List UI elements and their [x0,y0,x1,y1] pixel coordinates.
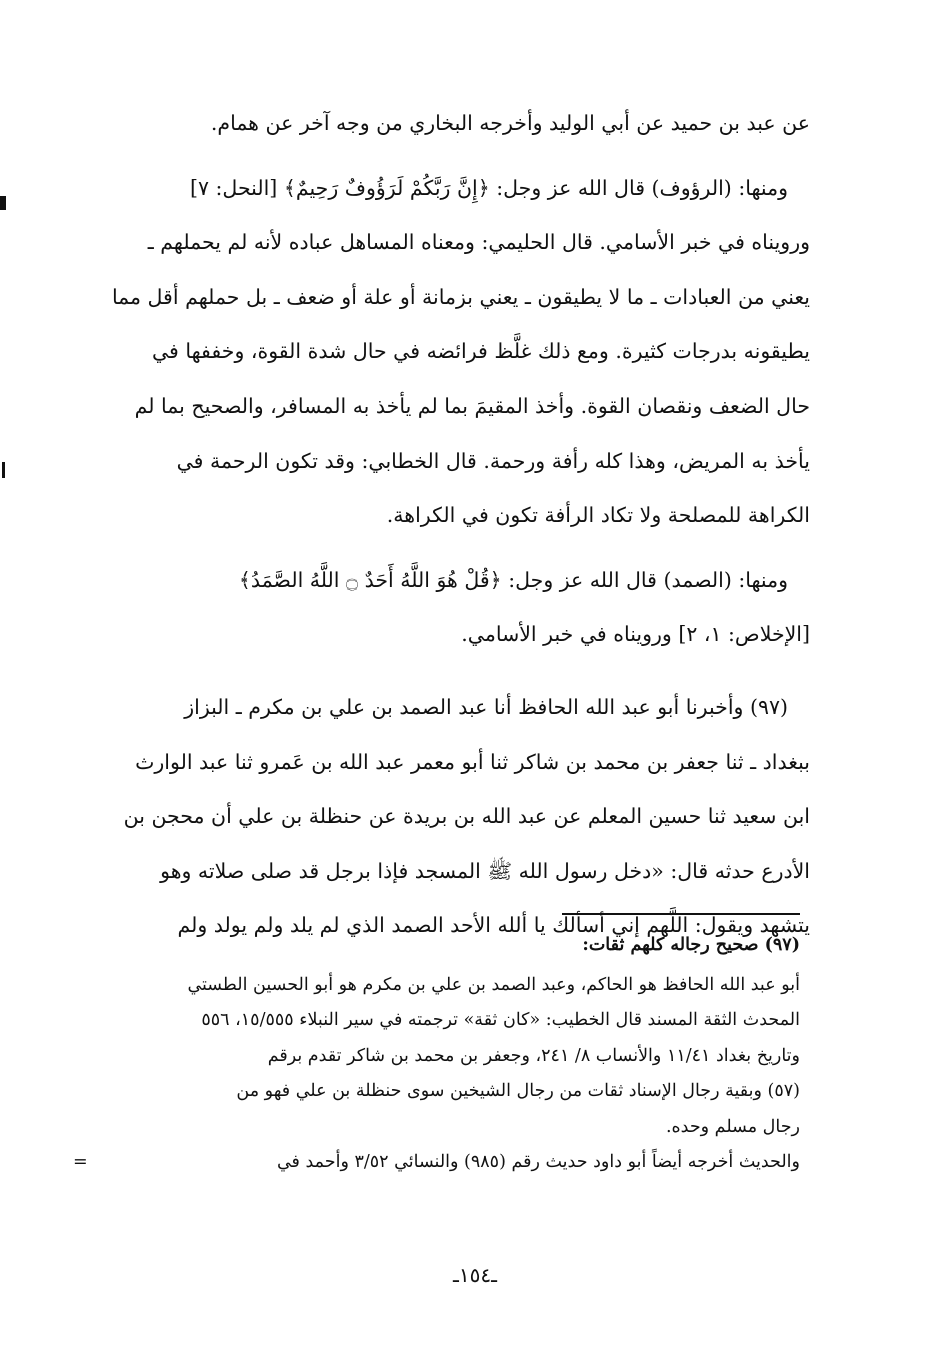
text-line: [الإخلاص: ١، ٢] ورويناه في خبر الأسامي. [461,622,810,647]
footnote-line: وتاريخ بغداد ١١/٤١ والأنساب ٨/ ٢٤١، وجعفر بن محمد بن شاكر تقدم برقم [267,1045,800,1066]
footnote-line: (٥٧) وبقية رجال الإسناد ثقات من رجال الشيخين سوى حنظلة بن علي فهو من [236,1081,800,1101]
footnote-line-text: والحديث أخرجه أيضاً أبو داود حديث رقم (٩٨٥) والنسائي ٣/٥٢ وأحمد في [276,1152,800,1172]
page-number: ـ١٥٤ـ [453,1263,497,1287]
text-line: يطيقونه بدرجات كثيرة. ومع ذلك غلَّظ فرائضه في حال شدة القوة، وخففها في [151,339,810,364]
scan-artifact-mark [0,196,6,210]
footnote-divider [562,913,800,915]
text-line: الكراهة للمصلحة ولا تكاد الرأفة تكون في الكراهة. [386,503,810,528]
footnote-line: المحدث الثقة المسند قال الخطيب: «كان ثقة» ترجمته في سير النبلاء ١٥/٥٥٥، ٥٥٦ [201,1010,800,1030]
scan-artifact-mark [2,462,5,478]
footnote-line: رجال مسلم وحده. [665,1116,800,1137]
hadith-line: ابن سعيد ثنا حسين المعلم عن عبد الله بن بريدة عن حنظلة بن علي أن محجن بن [123,804,810,829]
footnote-line-continued [75,1145,800,1181]
hadith-line: (٩٧) وأخبرنا أبو عبد الله الحافظ أنا عبد الصمد بن علي بن مكرم ـ البزاز [184,694,788,719]
main-text-body [92,96,810,953]
continuation-mark: = [73,1152,88,1172]
text-line: يعني من العبادات ـ ما لا يطيقون ـ يعني بزمانة أو علة أو ضعف ـ بل حملهم أقل مما [111,284,810,309]
text-line: عن عبد بن حميد عن أبي الوليد وأخرجه البخاري من وجه آخر عن همام. [210,111,810,135]
text-line: ومنها: (الصمد) قال الله عز وجل: ﴿قُلْ هُوَ اللَّهُ أَحَدٌ ۝ اللَّهُ الصَّمَدُ﴾ [238,567,788,592]
footnote-heading: (٩٧) صحيح رجاله كلهم ثقات: [582,935,800,955]
hadith-line: يتشهد ويقول: اللَّهم إني أسألك يا ألله الأحد الصمد الذي لم يلد ولم يولد ولم [177,913,810,938]
hadith-line: ببغداد ـ ثنا جعفر بن محمد بن شاكر ثنا أبو معمر عبد الله بن عَمرو ثنا عبد الوارث [135,749,810,774]
footnote-line: أبو عبد الله الحافظ هو الحاكم، وعبد الصمد بن علي بن مكرم هو أبو الحسين الطستي [187,974,800,995]
footnotes-section [75,928,800,1181]
text-line: حال الضعف ونقصان القوة. وأخذ المقيمَ بما لم يأخذ به المسافر، والصحيح بما لم [134,393,810,418]
text-line: ورويناه في خبر الأسامي. قال الحليمي: ومعناه المساهل عباده لأنه لم يحملهم ـ [147,230,810,255]
hadith-line: الأدرع حدثه قال: «دخل رسول الله ﷺ المسجد فإذا برجل قد صلى صلاته وهو [160,858,810,883]
text-line: يأخذ به المريض، وهذا كله رأفة ورحمة. قال الخطابي: وقد تكون الرحمة في [176,448,810,473]
text-line: ومنها: (الرؤوف) قال الله عز وجل: ﴿إِنَّ رَبَّكُمْ لَرَؤُوفٌ رَحِيمٌ﴾ [النحل: ٧] [189,175,788,200]
